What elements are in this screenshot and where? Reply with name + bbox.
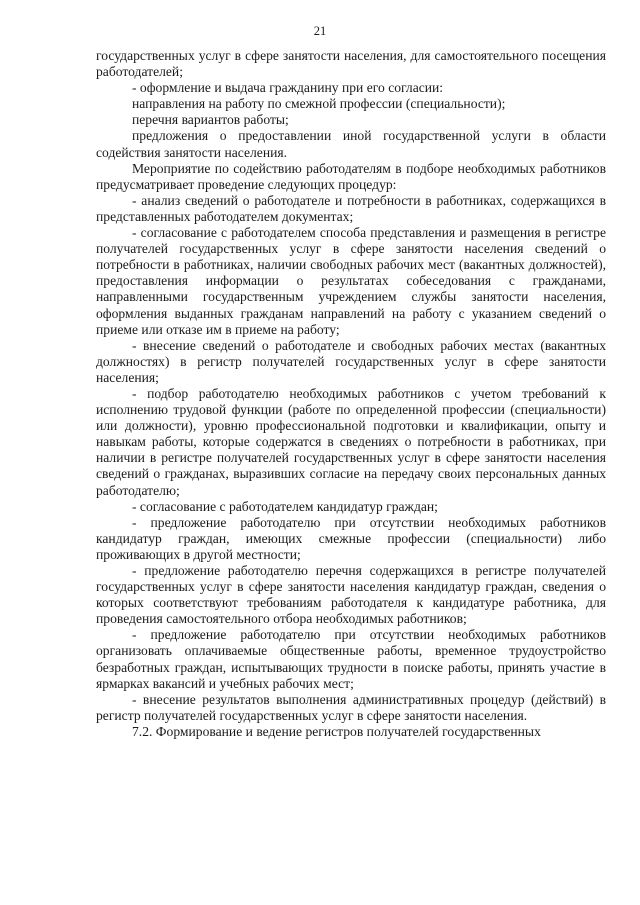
- paragraph: - предложение работодателю при отсутствии необходимых работников организовать оплачиваемые общественные работы, временное трудоустройство безработных граждан, испытывающих трудности в поиске работы, принять участие в ярмарках вакансий и учебных рабочих мест;: [96, 627, 606, 691]
- paragraph: - внесение результатов выполнения административных процедур (действий) в регистр получателей государственных услуг в сфере занятости населения.: [96, 691, 606, 723]
- paragraph: 7.2. Формирование и ведение регистров получателей государственных: [132, 723, 541, 739]
- paragraph: - внесение сведений о работодателе и свободных рабочих местах (вакантных должностях) в регистр получателей государственных услуг в сфере занятости населения;: [96, 337, 606, 385]
- page-number: 21: [313, 24, 327, 38]
- paragraph: - согласование с работодателем способа представления и размещения в регистре получателей государственных услуг в сфере занятости населения сведений о потребности в работниках, наличии свободных рабочих мест (вакантных должностей), предоставления информации о результатах собеседования с гражданами, направленными государственным учреждением службы занятости населения, оформления выданных гражданам направлений на работу с указанием сведений о приеме или отказе им в приеме на работу;: [96, 225, 606, 337]
- paragraph: - предложение работодателю при отсутствии необходимых работников кандидатур граждан, имеющих смежные профессии (специальности) либо проживающих в другой местности;: [96, 514, 606, 562]
- paragraph: - согласование с работодателем кандидатур граждан;: [132, 498, 438, 514]
- paragraph: предложения о предоставлении иной государственной услуги в области содействия занятости населения.: [96, 128, 606, 160]
- paragraph: направления на работу по смежной профессии (специальности);: [132, 96, 506, 112]
- paragraph: Мероприятие по содействию работодателям в подборе необходимых работников предусматривает проведение следующих процедур:: [96, 160, 606, 192]
- paragraph: - подбор работодателю необходимых работников с учетом требований к исполнению трудовой функции (работе по определенной профессии (специальности) или должности), уровню профессиональной подготовки и квалификации, опыту и навыкам работы, которые содержатся в сведениях о потребности в работниках, при наличии в регистре получателей государственных услуг в сфере занятости населения сведений о гражданах, выразивших согласие на передачу своих персональных данных работодателю;: [96, 385, 606, 498]
- paragraph: - оформление и выдача гражданину при его согласии:: [132, 80, 444, 96]
- document-body: [96, 48, 606, 740]
- paragraph: - предложение работодателю перечня содержащихся в регистре получателей государственных услуг в сфере занятости населения кандидатур граждан, сведения о которых соответствуют требованиям работодателя к кандидатуре работника, для проведения самостоятельного отбора необходимых работников;: [96, 563, 606, 627]
- paragraph: - анализ сведений о работодателе и потребности в работниках, содержащихся в представленных работодателем документах;: [96, 192, 606, 224]
- paragraph: государственных услуг в сфере занятости населения, для самостоятельного посещения работодателей;: [96, 48, 606, 80]
- paragraph: перечня вариантов работы;: [132, 112, 289, 128]
